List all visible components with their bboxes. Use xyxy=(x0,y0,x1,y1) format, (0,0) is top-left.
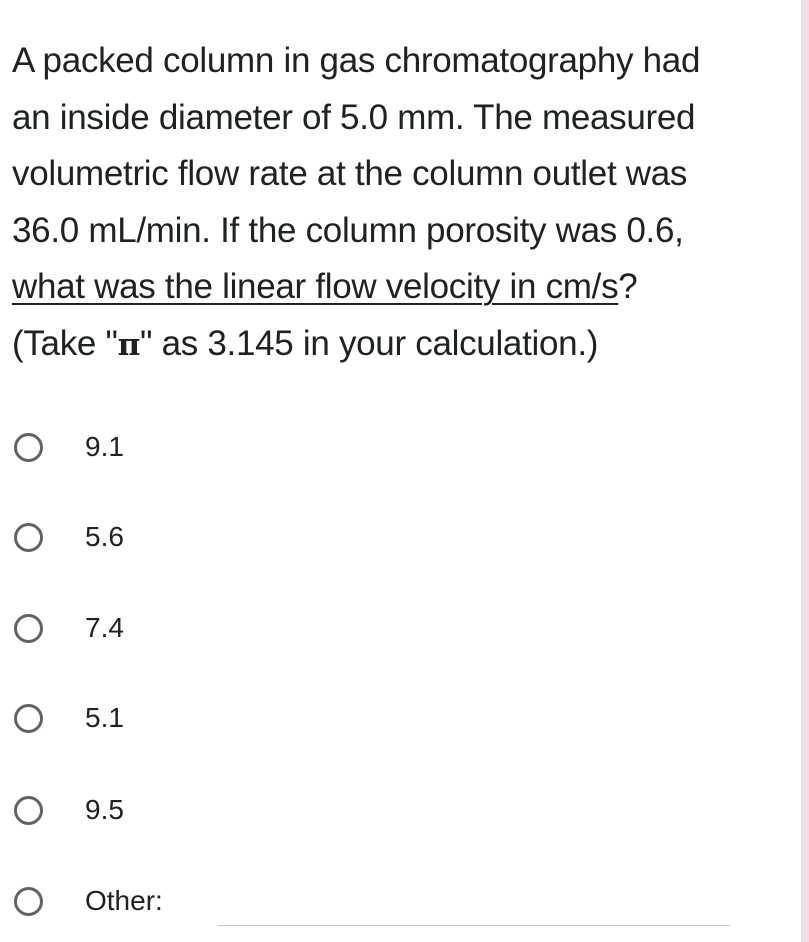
question-text xyxy=(12,33,792,373)
question-line-3: volumetric flow rate at the column outlet was xyxy=(12,154,688,193)
option-9-1[interactable] xyxy=(14,427,124,467)
other-text-input[interactable] xyxy=(218,925,730,926)
option-9-5[interactable] xyxy=(14,790,124,830)
option-5-6[interactable] xyxy=(14,517,124,557)
option-label: 5.1 xyxy=(85,702,124,733)
option-label: 9.1 xyxy=(85,431,124,462)
option-label: Other: xyxy=(85,885,163,916)
right-edge-strip xyxy=(801,0,809,942)
option-label: 7.4 xyxy=(85,612,124,643)
question-line-1: A packed column in gas chromatography had xyxy=(12,41,701,80)
radio-circle-icon[interactable] xyxy=(14,523,43,552)
question-line-2: an inside diameter of 5.0 mm. The measured xyxy=(12,97,696,137)
question-mark: ? xyxy=(618,267,638,306)
question-note-end: " as 3.145 in your calculation.) xyxy=(140,323,599,363)
option-7-4[interactable] xyxy=(14,608,124,648)
radio-circle-icon[interactable] xyxy=(14,704,43,733)
pi-symbol: π xyxy=(117,326,141,363)
question-underlined-text: what was the linear flow velocity in cm/s xyxy=(12,267,619,306)
radio-circle-icon[interactable] xyxy=(14,796,43,825)
question-line-4: 36.0 mL/min. If the column porosity was 0.6, xyxy=(12,210,684,250)
option-label: 9.5 xyxy=(85,794,124,825)
question-note-start: (Take " xyxy=(12,323,118,363)
question-line-6 xyxy=(12,316,792,374)
radio-circle-icon[interactable] xyxy=(14,433,43,462)
option-other[interactable] xyxy=(14,881,163,921)
question-line-5 xyxy=(12,259,792,316)
option-5-1[interactable] xyxy=(14,698,124,738)
option-label: 5.6 xyxy=(85,521,124,552)
radio-circle-icon[interactable] xyxy=(14,887,43,916)
radio-circle-icon[interactable] xyxy=(14,614,43,643)
